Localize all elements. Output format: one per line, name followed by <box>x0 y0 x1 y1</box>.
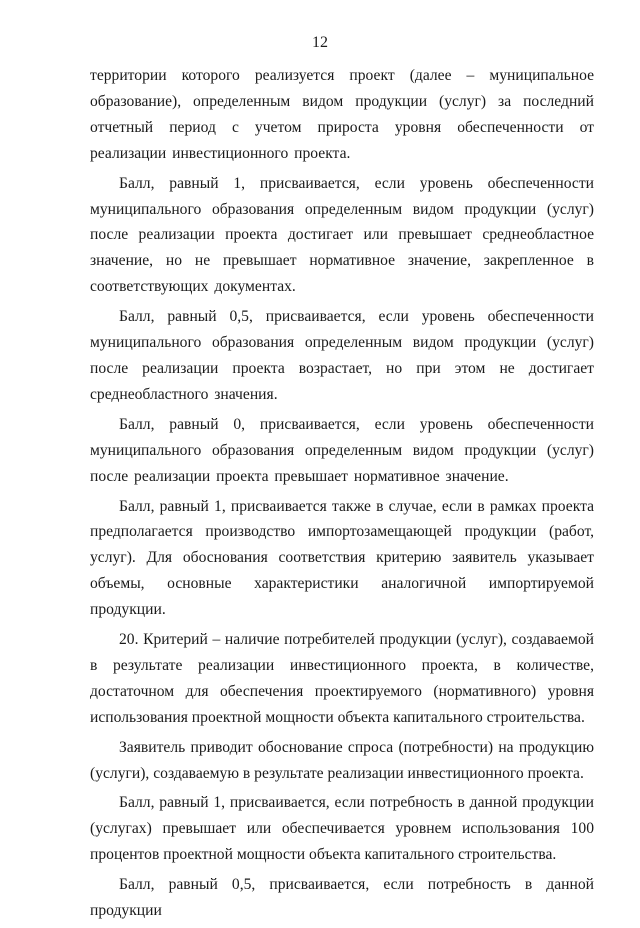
page-number: 12 <box>312 34 328 51</box>
paragraph-demand-score-1: Балл, равный 1, присваивается, если потребность в данной продукции (услугах) превышает или обеспечивается уровнем использования 100 процентов проектной мощности объекта капитального строительства. <box>90 794 594 864</box>
paragraph-demand-score-0-5: Балл, равный 0,5, присваивается, если потребность в данной продукции <box>90 876 594 920</box>
paragraph-criterion-20: 20. Критерий – наличие потребителей продукции (услуг), создаваемой в результате реализации инвестиционного проекта, в количестве, достаточном для обеспечения проектируемого (нормативного) уровня использования проектной мощности объекта капитального строительства. <box>90 631 594 726</box>
paragraph-import-substitution: Балл, равный 1, присваивается также в случае, если в рамках проекта предполагается производство импортозамещающей продукции (работ, услуг). Для обоснования соответствия критерию заявитель указывает объемы, основные характеристики аналогичной импортируемой продукции. <box>90 497 594 619</box>
paragraph-continuation: территории которого реализуется проект (далее – муниципальное образование), определенным видом продукции (услуг) за последний отчетный период с учетом прироста уровня обеспеченности от реализации инвестиционного проекта. <box>90 67 594 162</box>
paragraph-demand-justification: Заявитель приводит обоснование спроса (потребности) на продукцию (услуги), создаваемую в результате реализации инвестиционного проекта. <box>90 738 594 782</box>
paragraph-score-1: Балл, равный 1, присваивается, если уровень обеспеченности муниципального образования определенным видом продукции (услуг) после реализации проекта достигает или превышает среднеобластное значение, но не превышает нормативное значение, закрепленное в соответствующих документах. <box>90 174 594 296</box>
paragraph-score-0-5: Балл, равный 0,5, присваивается, если уровень обеспеченности муниципального образования определенным видом продукции (услуг) после реализации проекта возрастает, но при этом не достигает среднеобластного значения. <box>90 308 594 403</box>
paragraph-score-0: Балл, равный 0, присваивается, если уровень обеспеченности муниципального образования определенным видом продукции (услуг) после реализации проекта превышает нормативное значение. <box>90 415 594 485</box>
document-body <box>90 63 594 928</box>
